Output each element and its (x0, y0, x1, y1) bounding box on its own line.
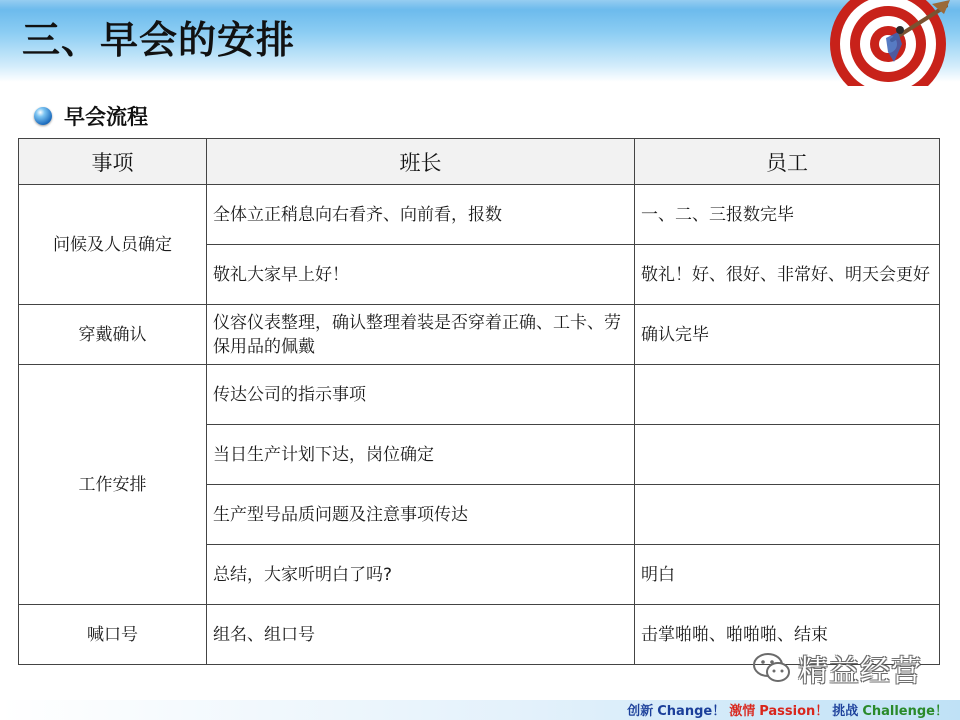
watermark (752, 648, 922, 688)
slogan-part: Passion！ (759, 703, 829, 719)
title-bar-shine (0, 0, 960, 10)
table-row (19, 305, 940, 365)
leader-cell: 传达公司的指示事项 (207, 365, 635, 425)
leader-cell: 总结，大家听明白了吗? (207, 545, 635, 605)
section-label: 早会流程 (64, 105, 148, 129)
leader-cell: 当日生产计划下达，岗位确定 (207, 425, 635, 485)
footer-slogan (623, 699, 948, 719)
staff-cell: 敬礼！好、很好、非常好、明天会更好 (635, 245, 940, 305)
bullet-sphere-icon (34, 107, 52, 125)
staff-cell: 击掌啪啪、啪啪啪、结束 (635, 605, 940, 665)
header-leader: 班长 (207, 139, 635, 185)
slide-title: 三、早会的安排 (22, 18, 296, 62)
target-dart-icon (828, 0, 952, 86)
watermark-label: 精益经营 (798, 654, 922, 689)
staff-cell (635, 365, 940, 425)
header-item: 事项 (19, 139, 207, 185)
table-row (19, 185, 940, 245)
staff-cell: 一、二、三报数完毕 (635, 185, 940, 245)
slogan-part: Change！ (657, 703, 726, 719)
slogan-part: 激情 (729, 703, 756, 719)
table-header-row (19, 139, 940, 185)
leader-cell: 敬礼大家早上好！ (207, 245, 635, 305)
leader-cell: 生产型号品质问题及注意事项传达 (207, 485, 635, 545)
staff-cell: 明白 (635, 545, 940, 605)
staff-cell (635, 485, 940, 545)
leader-cell: 全体立正稍息向右看齐、向前看，报数 (207, 185, 635, 245)
section-heading (34, 101, 148, 131)
category-cell: 工作安排 (19, 365, 207, 605)
table-row (19, 365, 940, 425)
leader-cell: 仪容仪表整理，确认整理着装是否穿着正确、工卡、劳保用品的佩戴 (207, 305, 635, 365)
category-cell: 喊口号 (19, 605, 207, 665)
slogan-part: 创新 (627, 703, 654, 719)
morning-meeting-table (18, 138, 940, 665)
staff-cell: 确认完毕 (635, 305, 940, 365)
title-bar (0, 0, 960, 82)
category-cell: 穿戴确认 (19, 305, 207, 365)
leader-cell: 组名、组口号 (207, 605, 635, 665)
staff-cell (635, 425, 940, 485)
wechat-icon (752, 651, 792, 685)
slogan-part: 挑战 (832, 703, 859, 719)
category-cell: 问候及人员确定 (19, 185, 207, 305)
header-staff: 员工 (635, 139, 940, 185)
slogan-part: Challenge！ (862, 703, 948, 719)
